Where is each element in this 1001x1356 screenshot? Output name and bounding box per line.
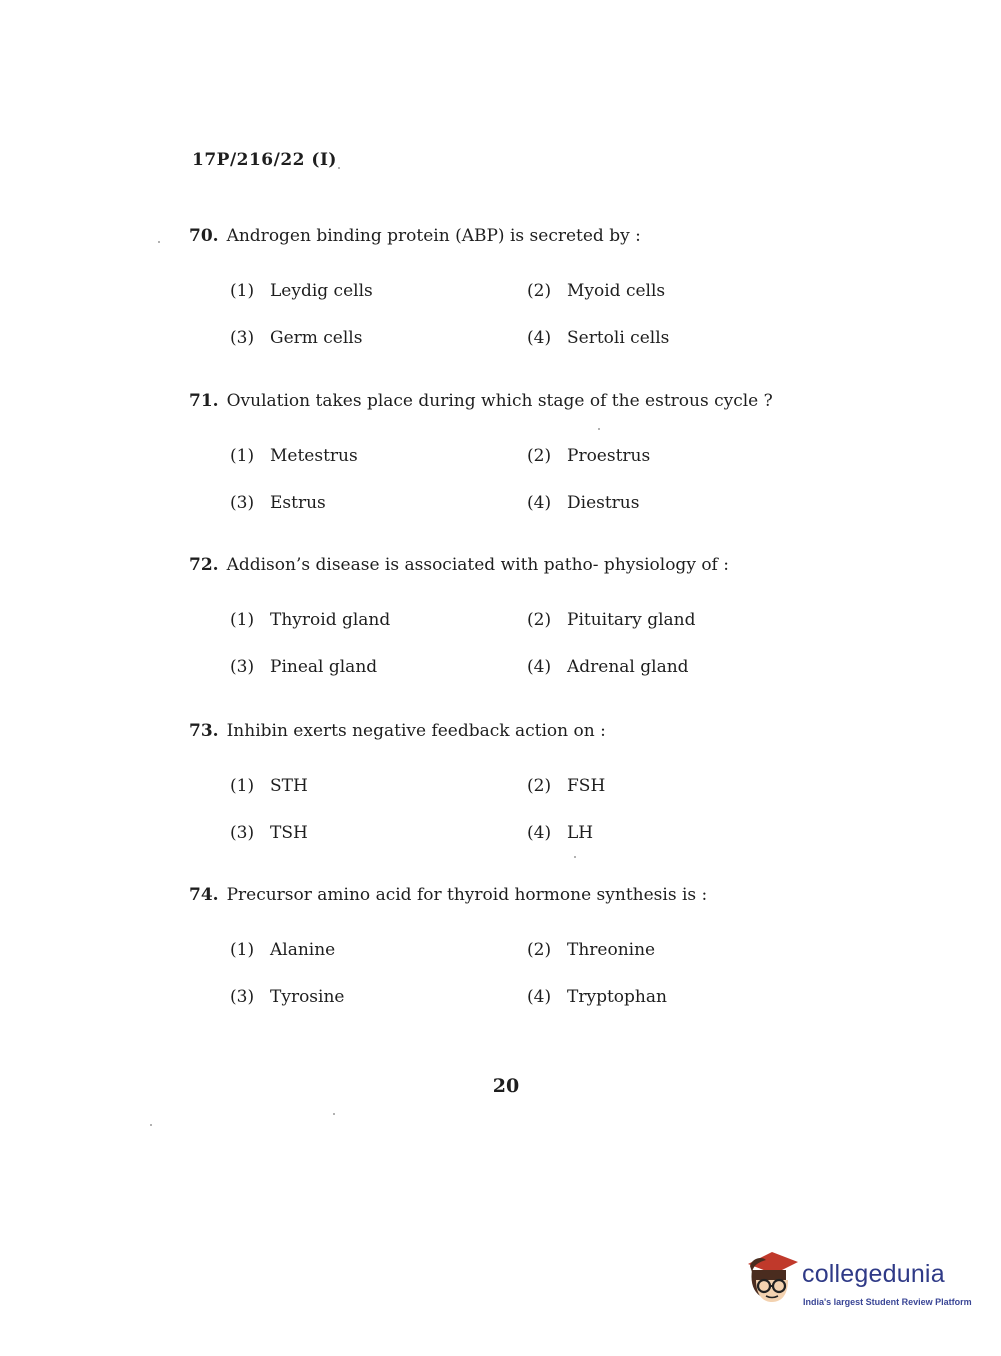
question-71 bbox=[189, 391, 829, 513]
question-text: Addison’s disease is associated with patho- physiology of : bbox=[226, 555, 729, 575]
question-74 bbox=[189, 885, 829, 1007]
option-4: (4) Tryptophan bbox=[527, 987, 667, 1007]
option-2: (2) FSH bbox=[527, 776, 606, 796]
option-1: (1) Alanine bbox=[230, 940, 336, 960]
question-number: 72. bbox=[189, 555, 219, 575]
option-1: (1) Thyroid gland bbox=[230, 610, 391, 630]
option-3: (3) Pineal gland bbox=[230, 657, 378, 677]
option-3: (3) Estrus bbox=[230, 493, 326, 513]
question-70 bbox=[189, 226, 829, 348]
logo-brand-text: collegedunia bbox=[802, 1260, 945, 1288]
question-73 bbox=[189, 721, 829, 843]
options bbox=[189, 905, 829, 1007]
scan-speck bbox=[598, 428, 600, 430]
option-3: (3) Germ cells bbox=[230, 328, 363, 348]
option-1: (1) Metestrus bbox=[230, 446, 358, 466]
collegedunia-logo bbox=[742, 1250, 972, 1320]
question-number: 73. bbox=[189, 721, 219, 741]
scan-speck bbox=[150, 1124, 152, 1126]
option-4: (4) Diestrus bbox=[527, 493, 640, 513]
option-2: (2) Proestrus bbox=[527, 446, 651, 466]
option-3: (3) TSH bbox=[230, 823, 308, 843]
option-4: (4) LH bbox=[527, 823, 594, 843]
option-1: (1) STH bbox=[230, 776, 308, 796]
question-number: 70. bbox=[189, 226, 219, 246]
option-2: (2) Threonine bbox=[527, 940, 656, 960]
options bbox=[189, 741, 829, 843]
scan-speck bbox=[338, 167, 340, 169]
option-3: (3) Tyrosine bbox=[230, 987, 345, 1007]
scan-speck bbox=[333, 1113, 335, 1115]
question-text: Ovulation takes place during which stage of the estrous cycle ? bbox=[226, 391, 773, 411]
logo-tagline: India's largest Student Review Platform bbox=[803, 1297, 972, 1307]
question-number: 74. bbox=[189, 885, 219, 905]
scan-speck bbox=[574, 856, 576, 858]
question-number: 71. bbox=[189, 391, 219, 411]
paper-code: 17P/216/22 (I) bbox=[192, 150, 337, 170]
option-4: (4) Sertoli cells bbox=[527, 328, 670, 348]
options bbox=[189, 246, 829, 348]
options bbox=[189, 575, 829, 677]
option-2: (2) Myoid cells bbox=[527, 281, 666, 301]
option-4: (4) Adrenal gland bbox=[527, 657, 689, 677]
scan-speck bbox=[158, 241, 160, 243]
mascot-icon bbox=[742, 1250, 802, 1312]
question-72 bbox=[189, 555, 829, 677]
page-number: 20 bbox=[492, 1075, 520, 1097]
question-text: Inhibin exerts negative feedback action on : bbox=[226, 721, 606, 741]
question-text: Androgen binding protein (ABP) is secreted by : bbox=[226, 226, 641, 246]
option-2: (2) Pituitary gland bbox=[527, 610, 696, 630]
question-text: Precursor amino acid for thyroid hormone synthesis is : bbox=[226, 885, 708, 905]
option-1: (1) Leydig cells bbox=[230, 281, 373, 301]
options bbox=[189, 411, 829, 513]
